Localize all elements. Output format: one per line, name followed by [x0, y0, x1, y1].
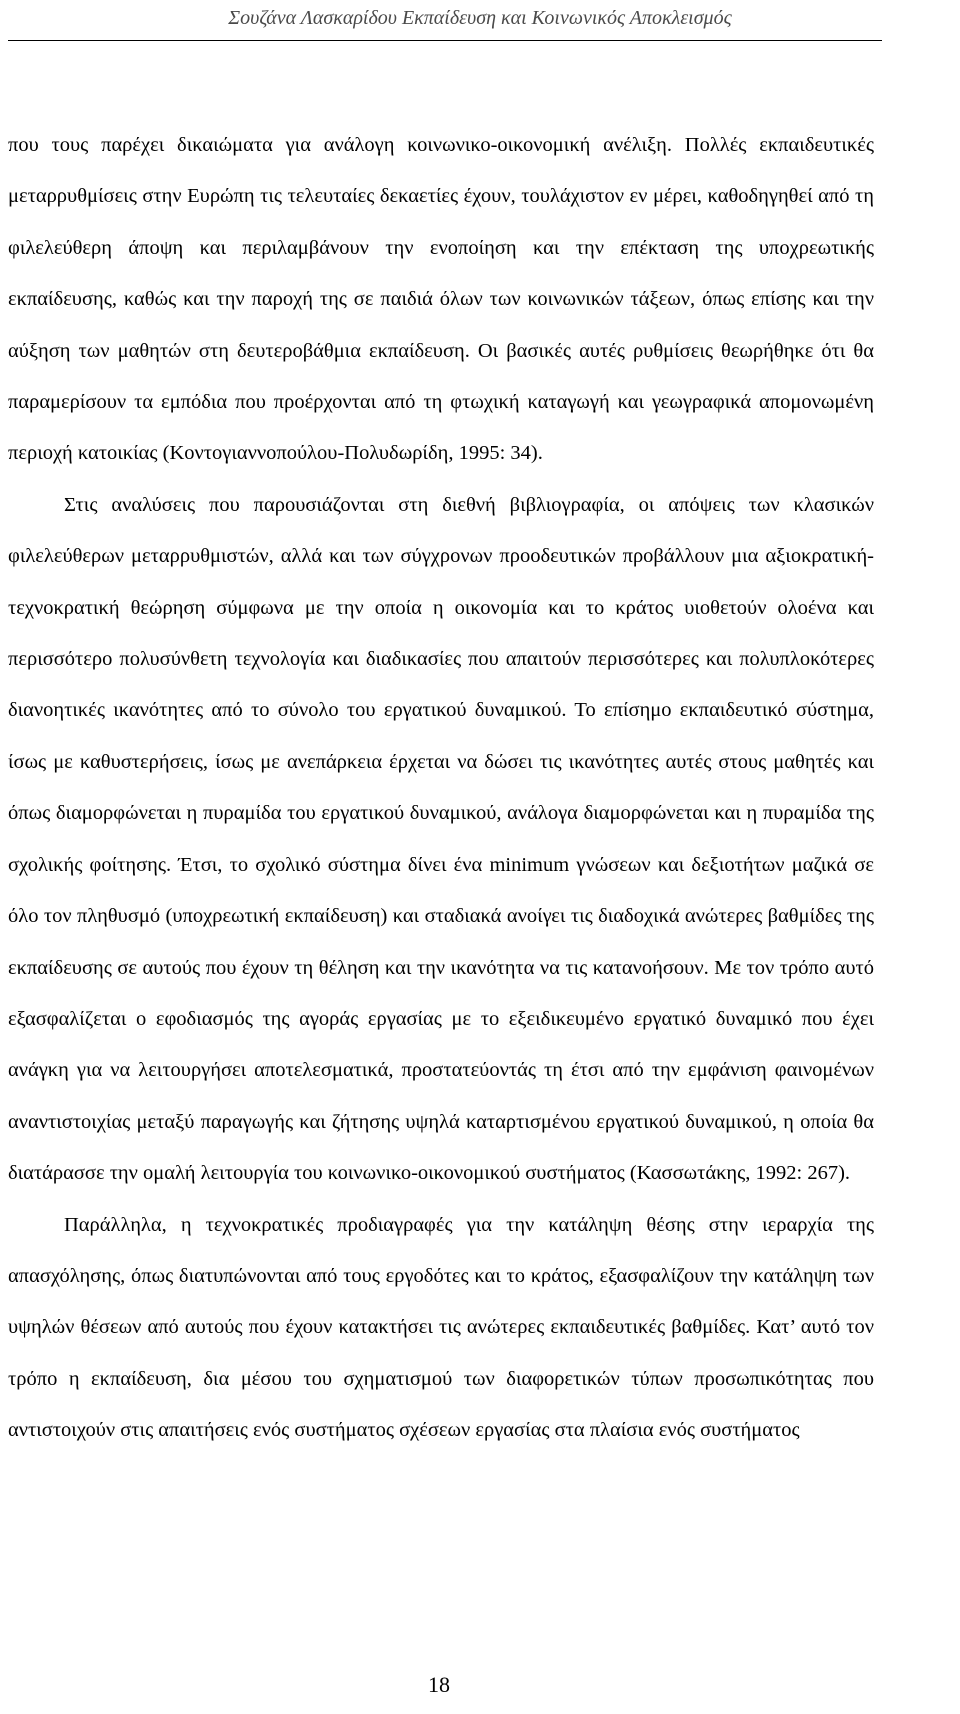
paragraph-technocratic-specifications: Παράλληλα, η τεχνοκρατικές προδιαγραφές για την κατάληψη θέσης στην ιεραρχία της απασχόλησης, όπως διατυπώνονται από τους εργοδότες και το κράτος, εξασφαλίζουν την κατάληψη των υψηλών θέσεων από αυτούς που έχουν κατακτήσει τις ανώτερες εκπαιδευτικές βαθμίδες. Κατ’ αυτό τον τρόπο η εκπαίδευση, δια μέσου του σχηματισμού των διαφορετικών τύπων προσωπικότητας που αντιστοιχούν στις απαιτήσεις ενός συστήματος σχέσεων εργασίας στα πλαίσια ενός συστήματος — [8, 1213, 874, 1442]
header-divider — [8, 40, 882, 41]
body-text — [8, 120, 874, 1457]
running-header: Σουζάνα Λασκαρίδου Εκπαίδευση και Κοινωνικός Αποκλεισμός — [228, 7, 732, 29]
page-number: 18 — [428, 1672, 450, 1697]
paragraph-continuation: που τους παρέχει δικαιώματα για ανάλογη κοινωνικο-οικονομική ανέλιξη. Πολλές εκπαιδευτικές μεταρρυθμίσεις στην Ευρώπη τις τελευταίες δεκαετίες έχουν, τουλάχιστον εν μέρει, καθοδηγηθεί από τη φιλελεύθερη άποψη και περιλαμβάνουν την ενοποίηση και την επέκταση της υποχρεωτικής εκπαίδευσης, καθώς και την παροχή της σε παιδιά όλων των κοινωνικών τάξεων, όπως επίσης και την αύξηση των μαθητών στη δευτεροβάθμια εκπαίδευση. Οι βασικές αυτές ρυθμίσεις θεωρήθηκε ότι θα παραμερίσουν τα εμπόδια που προέρχονται από τη φτωχική καταγωγή και γεωγραφικά απομονωμένη περιοχή κατοικίας (Κοντογιαννοπούλου-Πολυδωρίδη, 1995: 34). — [8, 134, 874, 465]
paragraph-liberal-reformists: Στις αναλύσεις που παρουσιάζονται στη διεθνή βιβλιογραφία, οι απόψεις των κλασικών φιλελεύθερων μεταρρυθμιστών, αλλά και των σύγχρονων προοδευτικών προβάλλουν μια αξιοκρατική-τεχνοκρατική θεώρηση σύμφωνα με την οποία η οικονομία και το κράτος υιοθετούν ολοένα και περισσότερο πολυσύνθετη τεχνολογία και διαδικασίες που απαιτούν περισσότερες και πολυπλοκότερες διανοητικές ικανότητες από το σύνολο του εργατικού δυναμικού. Το επίσημο εκπαιδευτικό σύστημα, ίσως με καθυστερήσεις, ίσως με ανεπάρκεια έρχεται να δώσει τις ικανότητες αυτές στους μαθητές και όπως διαμορφώνεται η πυραμίδα του εργατικού δυναμικού, ανάλογα διαμορφώνεται και η πυραμίδα της σχολικής φοίτησης. Έτσι, το σχολικό σύστημα δίνει ένα minimum γνώσεων και δεξιοτήτων μαζικά σε όλο τον πληθυσμό (υποχρεωτική εκπαίδευση) και σταδιακά ανοίγει τις διαδοχικά ανώτερες βαθμίδες της εκπαίδευσης σε αυτούς που έχουν τη θέληση και την ικανότητα να τις κατανοήσουν. Με τον τρόπο αυτό εξασφαλίζεται ο εφοδιασμός της αγοράς εργασίας με το εξειδικευμένο εργατικό δυναμικό που έχει ανάγκη για να λειτουργήσει αποτελεσματικά, προστατεύοντάς τη έτσι από την εμφάνιση φαινομένων αναντιστοιχίας μεταξύ παραγωγής και ζήτησης υψηλά καταρτισμένου εργατικού δυναμικού, η οποία θα διατάρασσε την ομαλή λειτουργία του κοινωνικο-οικονομικού συστήματος (Κασσωτάκης, 1992: 267). — [8, 493, 874, 1185]
